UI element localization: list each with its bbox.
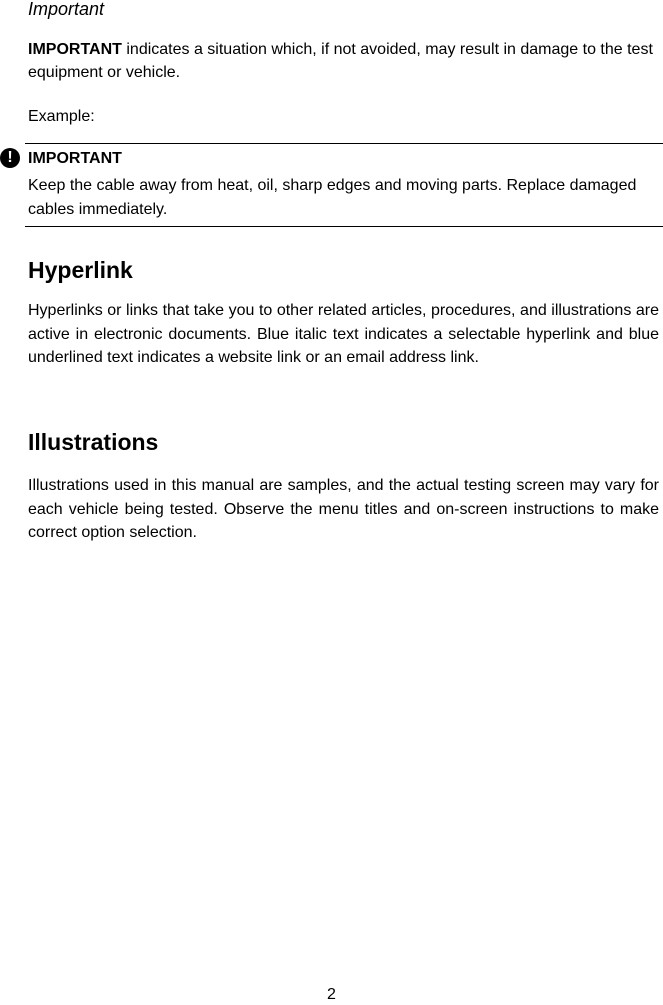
illustrations-section-title: Illustrations <box>28 429 159 455</box>
important-definition-text: indicates a situation which, if not avoided, may result in damage to the test equipment or vehicle. <box>28 41 653 81</box>
hyperlink-section-title: Hyperlink <box>28 257 133 283</box>
illustrations-section-body: Illustrations used in this manual are samples, and the actual testing screen may vary for each vehicle being tested. Observe the menu titles and on-screen instructions to make correct option selection. <box>28 477 659 541</box>
example-label: Example: <box>28 108 95 125</box>
callout-title: IMPORTANT <box>28 150 122 167</box>
callout-body: Keep the cable away from heat, oil, sharp edges and moving parts. Replace damaged cables immediately. <box>28 177 637 218</box>
important-heading: Important <box>28 0 105 19</box>
important-callout <box>7 143 663 227</box>
important-keyword: IMPORTANT <box>28 41 122 58</box>
important-definition <box>28 38 659 84</box>
hyperlink-section-body: Hyperlinks or links that take you to other related articles, procedures, and illustrations are active in electronic documents. Blue italic text indicates a selectable hyperlink and blue underlined text indicates a website link or an email address link. <box>28 302 659 366</box>
page-number: 2 <box>327 986 336 1003</box>
exclamation-icon: ! <box>0 148 20 168</box>
